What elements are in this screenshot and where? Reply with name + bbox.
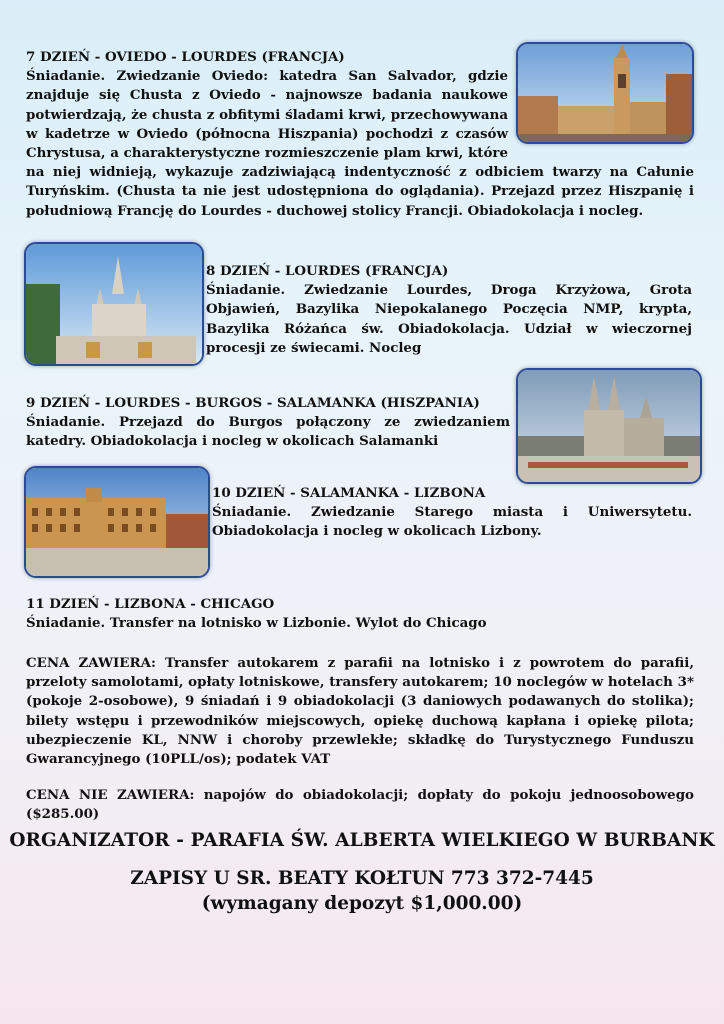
day-10-body: Śniadanie. Zwiedzanie Starego miasta i Uniwersytetu. Obiadokolacja i nocleg w okolicach Lizbony. bbox=[212, 504, 692, 540]
price-includes: CENA ZAWIERA: Transfer autokarem z parafii na lotnisko i z powrotem do parafii, przeloty samolotami, opłaty lotniskowe, transfery autokarem; 10 noclegów w hotelach 3* (pokoje 2-osobowe), 9 śniadań i 9 obiadokolacji (3 daniowych podawanych do stolika); bilety wstępu i przewodników miejscowych, opiekę duchową kapłana i opiekę pilota; ubezpieczenie KL, NNW i choroby przewlekłe; składkę do Turystycznego Funduszu Gwarancyjnego (10PLL/os); podatek VAT bbox=[26, 655, 694, 768]
salamanca-plaza-photo bbox=[24, 466, 210, 578]
day-8-body: Śniadanie. Zwiedzanie Lourdes, Droga Krzyżowa, Grota Objawień, Bazylika Niepokalanego Poczęcia NMP, krypta, Bazylika Różańca św. Obiadokolacja. Udział w wieczornej procesji ze świecami. Nocleg bbox=[206, 282, 692, 356]
day-9-title: 9 DZIEŃ - LOURDES - BURGOS - SALAMANKA (HISZPANIA) bbox=[26, 395, 480, 411]
price-excludes: CENA NIE ZAWIERA: napojów do obiadokolacji; dopłaty do pokoju jednoosobowego ($285.00) bbox=[26, 787, 694, 823]
day-9-section bbox=[26, 394, 510, 452]
oviedo-cathedral-icon bbox=[518, 44, 692, 142]
oviedo-cathedral-photo bbox=[516, 42, 694, 144]
day-11-body: Śniadanie. Transfer na lotnisko w Lizbonie. Wylot do Chicago bbox=[26, 615, 487, 632]
day-8-section bbox=[206, 262, 692, 358]
lourdes-basilica-icon bbox=[26, 244, 202, 364]
day-11-title: 11 DZIEŃ - LIZBONA - CHICAGO bbox=[26, 596, 275, 612]
burgos-cathedral-photo bbox=[516, 368, 702, 484]
day-10-section bbox=[212, 484, 692, 542]
day-7-section bbox=[26, 48, 694, 221]
burgos-cathedral-icon bbox=[518, 370, 700, 482]
salamanca-plaza-icon bbox=[26, 468, 208, 576]
day-10-title: 10 DZIEŃ - SALAMANKA - LIZBONA bbox=[212, 485, 486, 501]
signup-line: ZAPISY U SR. BEATY KOŁTUN 773 372-7445 bbox=[130, 868, 594, 889]
deposit-line: (wymagany depozyt $1,000.00) bbox=[201, 893, 523, 914]
day-8-title: 8 DZIEŃ - LOURDES (FRANCJA) bbox=[206, 263, 449, 279]
day-11-section bbox=[26, 595, 694, 633]
day-7-title: 7 DZIEŃ - OVIEDO - LOURDES (FRANCJA) bbox=[26, 49, 345, 65]
lourdes-basilica-photo bbox=[24, 242, 204, 366]
organizer-line: ORGANIZATOR - PARAFIA ŚW. ALBERTA WIELKIEGO W BURBANK bbox=[9, 830, 715, 851]
day-7-body: Śniadanie. Zwiedzanie Oviedo: katedra San Salvador, gdzie znajduje się Chusta z Oviedo - najnowsze badania naukowe potwierdzają, że chusta z obfitymi śladami krwi, przechowywana w kadetrze w Oviedo (północna Hiszpania) pochodzi z czasów Chrystusa, a charakterystyczne rozmieszczenie plam krwi, które na niej widnieją, wykazuje zadziwiającą indentyczność z odbiciem twarzy na Całunie Turyńskim. (Chusta ta nie jest udostępniona do oglądania). Przejazd przez Hiszpanię i południową Francję do Lourdes - duchowej stolicy Francji. Obiadokolacja i nocleg. bbox=[26, 68, 694, 219]
day-9-body: Śniadanie. Przejazd do Burgos połączony ze zwiedzaniem katedry. Obiadokolacja i nocleg w okolicach Salamanki bbox=[26, 414, 510, 450]
